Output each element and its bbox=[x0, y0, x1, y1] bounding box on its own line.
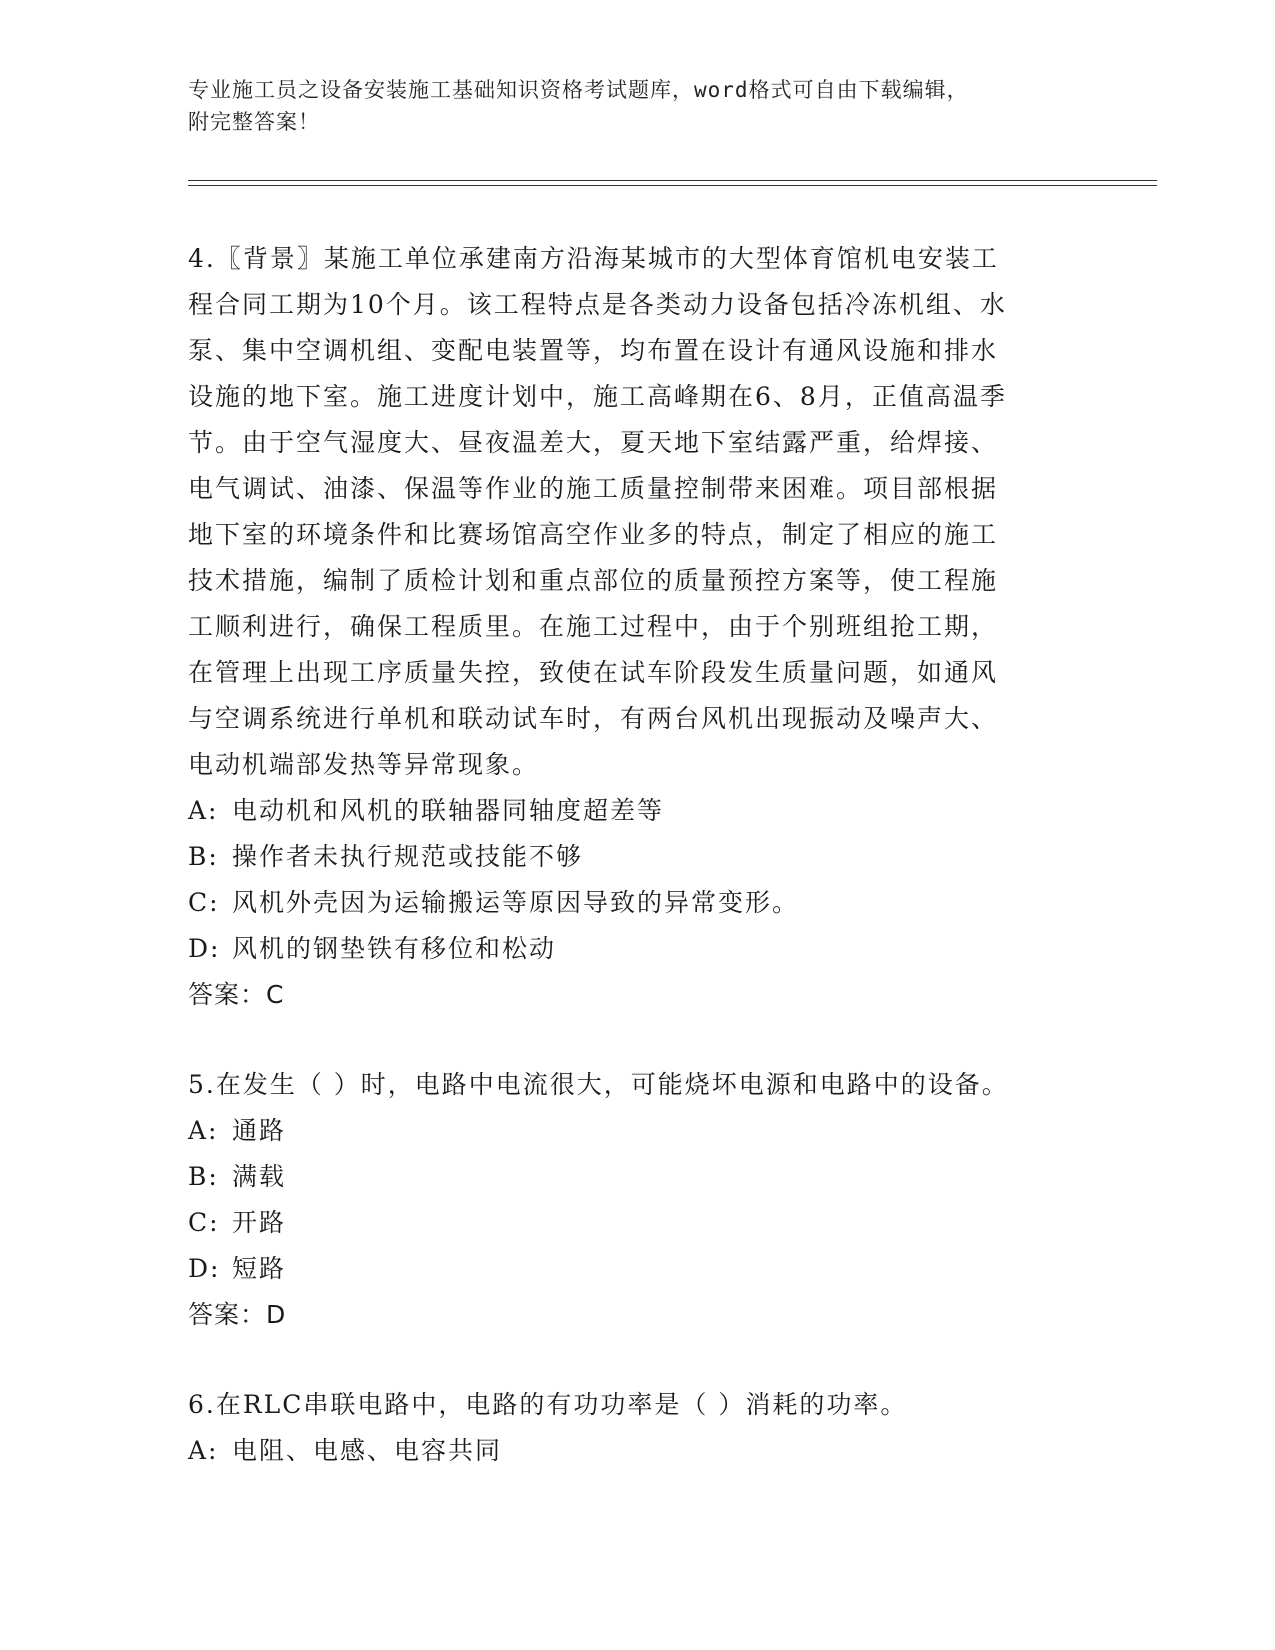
question-stem-line: 6.在RLC串联电路中，电路的有功功率是（ ）消耗的功率。 bbox=[188, 1390, 908, 1419]
option-a bbox=[188, 1108, 1088, 1154]
question-5 bbox=[188, 1062, 1088, 1338]
option-text: 操作者未执行规范或技能不够 bbox=[232, 842, 584, 871]
question-stem-line: 技术措施，编制了质检计划和重点部位的质量预控方案等，使工程施 bbox=[188, 566, 999, 595]
option-b bbox=[188, 834, 1088, 880]
option-d bbox=[188, 1246, 1088, 1292]
option-key: B: bbox=[188, 1162, 219, 1191]
question-stem-line: 5.在发生（ ）时，电路中电流很大，可能烧坏电源和电路中的设备。 bbox=[188, 1070, 1009, 1099]
question-stem-line: 与空调系统进行单机和联动试车时，有两台风机出现振动及噪声大、 bbox=[188, 704, 999, 733]
header-line-2: 附完整答案！ bbox=[188, 110, 320, 134]
option-text: 通路 bbox=[232, 1116, 287, 1145]
option-b bbox=[188, 1154, 1088, 1200]
question-stem-line: 设施的地下室。施工进度计划中，施工高峰期在6、8月，正值高温季 bbox=[188, 382, 1007, 411]
answer-line: 答案：D bbox=[188, 1300, 287, 1329]
option-key: A: bbox=[188, 1436, 219, 1465]
question-stem-line: 在管理上出现工序质量失控，致使在试车阶段发生质量问题，如通风 bbox=[188, 658, 999, 687]
option-text: 短路 bbox=[232, 1254, 287, 1283]
option-key: B: bbox=[188, 842, 219, 871]
option-text: 风机外壳因为运输搬运等原因导致的异常变形。 bbox=[232, 888, 800, 917]
option-c bbox=[188, 1200, 1088, 1246]
question-stem-line: 4.〖背景〗某施工单位承建南方沿海某城市的大型体育馆机电安装工 bbox=[188, 244, 999, 273]
question-stem-line: 节。由于空气湿度大、昼夜温差大，夏天地下室结露严重，给焊接、 bbox=[188, 428, 999, 457]
header-divider-top bbox=[188, 180, 1157, 181]
question-stem-line: 地下室的环境条件和比赛场馆高空作业多的特点，制定了相应的施工 bbox=[188, 520, 999, 549]
option-key: D: bbox=[188, 934, 221, 963]
question-stem-line: 电气调试、油漆、保温等作业的施工质量控制带来困难。项目部根据 bbox=[188, 474, 999, 503]
question-stem-line: 程合同工期为10个月。该工程特点是各类动力设备包括冷冻机组、水 bbox=[188, 290, 1007, 319]
option-key: A: bbox=[188, 1116, 219, 1145]
option-key: D: bbox=[188, 1254, 221, 1283]
option-c bbox=[188, 880, 1088, 926]
option-text: 电动机和风机的联轴器同轴度超差等 bbox=[232, 796, 665, 825]
option-a bbox=[188, 788, 1088, 834]
question-stem-line: 电动机端部发热等异常现象。 bbox=[188, 750, 540, 779]
option-text: 电阻、电感、电容共同 bbox=[232, 1436, 503, 1465]
option-d bbox=[188, 926, 1088, 972]
option-text: 开路 bbox=[232, 1208, 287, 1237]
option-a bbox=[188, 1428, 1088, 1474]
question-stem-line: 工顺利进行，确保工程质里。在施工过程中，由于个别班组抢工期， bbox=[188, 612, 999, 641]
option-text: 风机的钢垫铁有移位和松动 bbox=[232, 934, 557, 963]
answer-line: 答案：C bbox=[188, 980, 285, 1009]
option-key: C: bbox=[188, 1208, 220, 1237]
option-text: 满载 bbox=[232, 1162, 287, 1191]
document-header bbox=[188, 74, 1088, 138]
option-key: C: bbox=[188, 888, 220, 917]
header-divider-bottom bbox=[188, 185, 1157, 186]
header-line-1: 专业施工员之设备安装施工基础知识资格考试题库，word格式可自由下载编辑， bbox=[188, 78, 969, 102]
question-4 bbox=[188, 236, 1088, 1018]
option-key: A: bbox=[188, 796, 219, 825]
question-6 bbox=[188, 1382, 1088, 1474]
question-list bbox=[188, 236, 1088, 1474]
question-stem-line: 泵、集中空调机组、变配电装置等，均布置在设计有通风设施和排水 bbox=[188, 336, 999, 365]
